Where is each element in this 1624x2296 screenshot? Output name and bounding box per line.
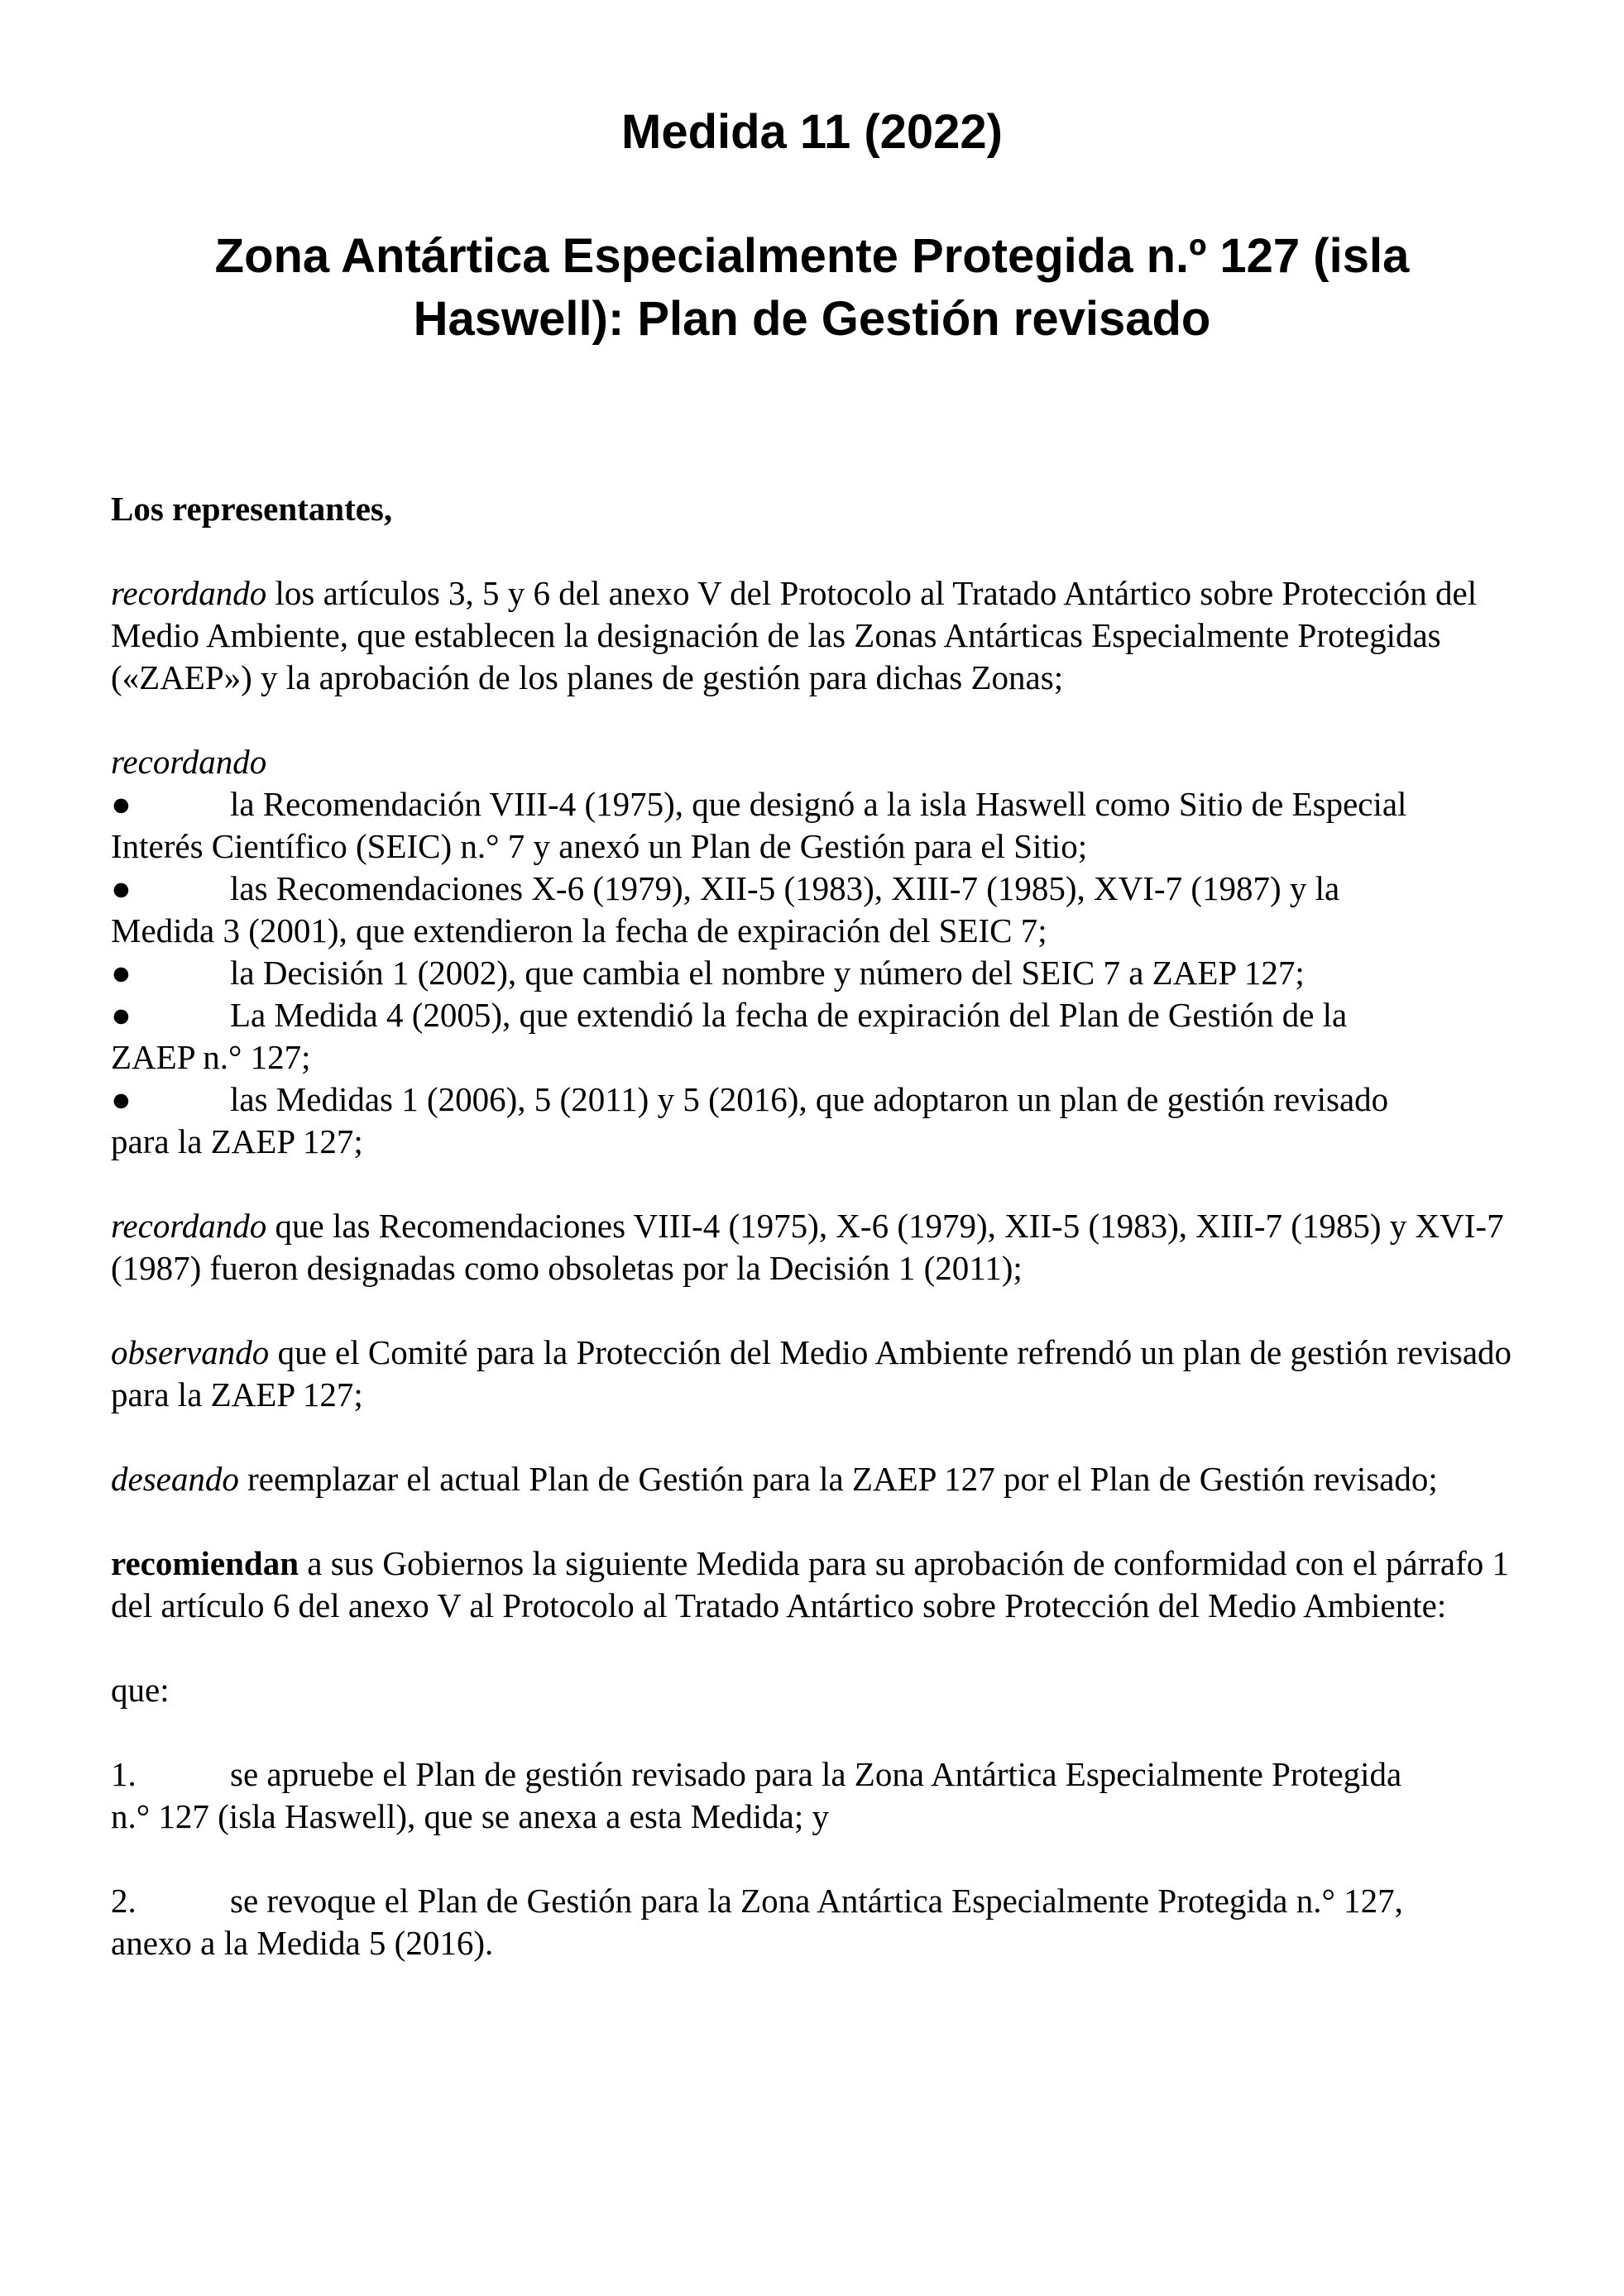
item-text: se apruebe el Plan de gestión revisado para la Zona Antártica Especialmente Protegida [230,1755,1402,1793]
document-body [111,488,1517,1964]
bullet-text: La Medida 4 (2005), que extendió la fecha de expiración del Plan de Gestión de la [230,996,1348,1034]
bullet-item [111,952,1517,994]
bullet-text-continued: Medida 3 (2001), que extendieron la fecha de expiración del SEIC 7; [111,911,1047,949]
operative-text: a sus Gobiernos la siguiente Medida para su aprobación de conformidad con el párrafo 1 del artículo 6 del anexo V al Protocolo al Tratado Antártico sobre Protección del Medio Ambiente: [111,1544,1510,1624]
bullet-item [111,868,1517,952]
bullet-item [111,1079,1517,1163]
recital-3-lead: recordando [111,1207,267,1245]
bullet-text: las Medidas 1 (2006), 5 (2011) y 5 (2016), que adoptaron un plan de gestión revisado [230,1080,1389,1118]
intro-paragraph [111,488,1517,530]
item-text-continued: anexo a la Medida 5 (2016). [111,1924,494,1962]
numbered-item [111,1880,1517,1964]
bullet-marker: ● [111,869,132,907]
intro-text: Los representantes, [111,490,393,528]
operative-clause [111,1543,1517,1627]
bullet-text-continued: Interés Científico (SEIC) n.° 7 y anexó un Plan de Gestión para el Sitio; [111,827,1088,865]
document-title-line-2: Haswell): Plan de Gestión revisado [413,292,1211,346]
bullet-item [111,783,1517,868]
measure-title: Medida 11 (2022) [621,105,1003,159]
item-text-continued: n.° 127 (isla Haswell), que se anexa a esta Medida; y [111,1797,830,1835]
item-number: 2. [111,1882,137,1920]
recital-5 [111,1458,1517,1500]
bullet-item [111,994,1517,1079]
que-label: que: [111,1671,170,1709]
recital-1-text: los artículos 3, 5 y 6 del anexo V del Protocolo al Tratado Antártico sobre Protección del Medio Ambiente, que establecen la designación de las Zonas Antárticas Especialmente Protegidas («ZAEP») y la aprobación de los planes de gestión para dichas Zonas; [111,574,1478,696]
numbered-item [111,1753,1517,1838]
recital-4-text: que el Comité para la Protección del Medio Ambiente refrendó un plan de gestión revisado para la ZAEP 127; [111,1333,1512,1413]
bullet-marker: ● [111,1080,132,1118]
item-number: 1. [111,1755,137,1793]
document-title-line-1: Zona Antártica Especialmente Protegida n.º 127 (isla [214,229,1410,283]
recital-4-lead: observando [111,1333,270,1371]
bullet-marker: ● [111,996,132,1034]
recital-3 [111,1205,1517,1289]
item-text: se revoque el Plan de Gestión para la Zona Antártica Especialmente Protegida n.° 127, [230,1882,1403,1920]
bullet-text: la Decisión 1 (2002), que cambia el nombre y número del SEIC 7 a ZAEP 127; [230,954,1305,992]
bullet-text: las Recomendaciones X-6 (1979), XII-5 (1983), XIII-7 (1985), XVI-7 (1987) y la [230,869,1340,907]
recital-5-text: reemplazar el actual Plan de Gestión para la ZAEP 127 por el Plan de Gestión revisado; [238,1460,1438,1498]
recital-2-lead: recordando [111,743,267,781]
recital-5-lead: deseando [111,1460,239,1498]
recital-3-text: que las Recomendaciones VIII-4 (1975), X-6 (1979), XII-5 (1983), XIII-7 (1985) y XVI-7 (1987) fueron designadas como obsoletas por la Decisión 1 (2011); [111,1207,1504,1287]
recital-4 [111,1332,1517,1416]
bullet-text-continued: ZAEP n.° 127; [111,1038,311,1076]
recital-1-lead: recordando [111,574,267,612]
bullet-text: la Recomendación VIII-4 (1975), que designó a la isla Haswell como Sitio de Especial [230,785,1407,823]
bullet-marker: ● [111,954,132,992]
recital-2 [111,741,1517,1163]
recital-1 [111,572,1517,699]
bullet-marker: ● [111,785,132,823]
operative-lead: recomiendan [111,1544,299,1582]
bullet-text-continued: para la ZAEP 127; [111,1122,363,1160]
document-title [0,225,1624,351]
